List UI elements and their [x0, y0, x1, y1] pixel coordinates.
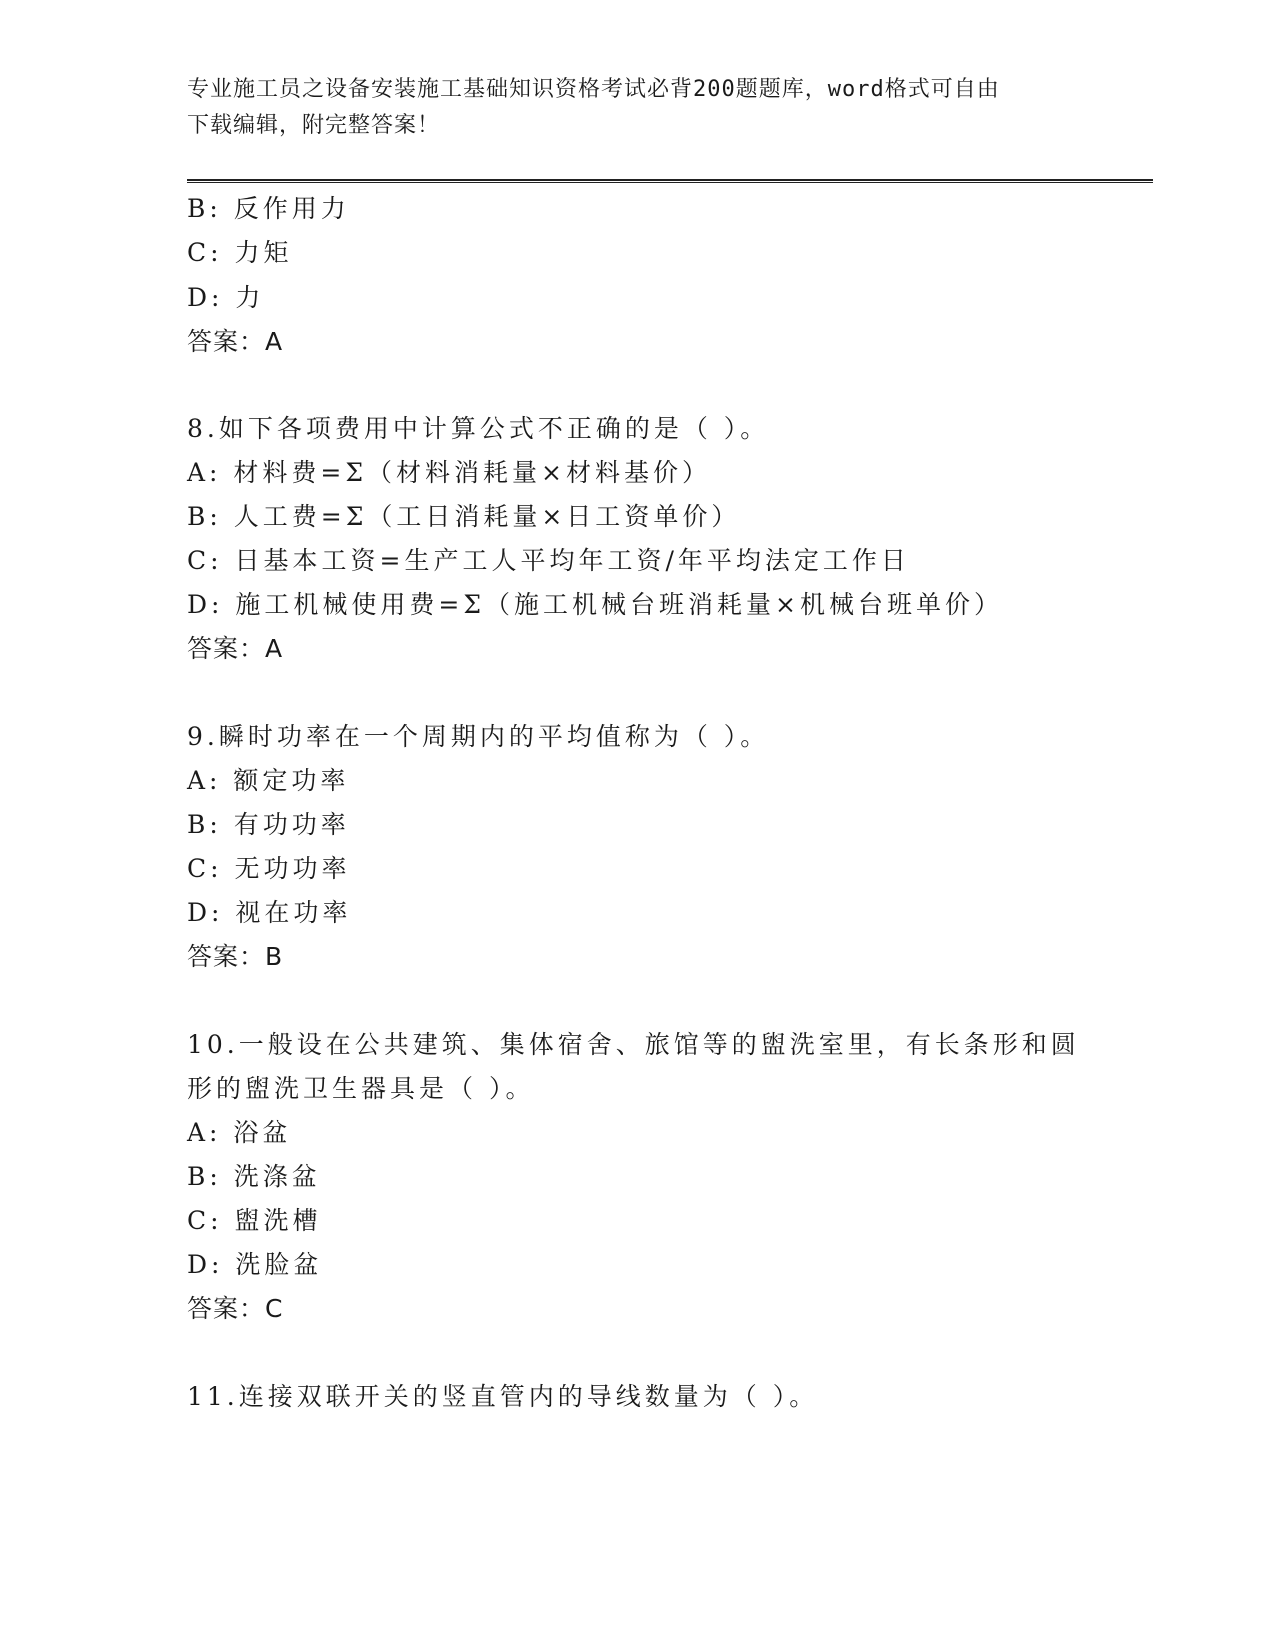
q10-question-line-2: 形的盥洗卫生器具是（ ）。 [187, 1074, 535, 1103]
header-title-line-2: 下载编辑，附完整答案！ [187, 113, 441, 138]
q10-option-c: C: 盥洗槽 [187, 1206, 322, 1235]
q7-option-d: D: 力 [187, 283, 265, 312]
q7-option-b: B: 反作用力 [187, 194, 350, 223]
q9-option-a: A: 额定功率 [187, 766, 350, 795]
q10-option-b: B: 洗涤盆 [187, 1162, 321, 1191]
q9-option-c: C: 无功功率 [187, 854, 351, 883]
q8-option-b: B: 人工费=Σ（工日消耗量×日工资单价） [187, 502, 741, 531]
q10-option-d: D: 洗脸盆 [187, 1250, 323, 1279]
q7-option-c: C: 力矩 [187, 238, 293, 267]
q10-question-line-1: 10.一般设在公共建筑、集体宿舍、旅馆等的盥洗室里，有长条形和圆 [187, 1030, 1080, 1059]
q10-option-a: A: 浴盆 [187, 1118, 292, 1147]
q8-option-a: A: 材料费=Σ（材料消耗量×材料基价） [187, 458, 711, 487]
q7-answer: 答案：A [187, 327, 284, 356]
q9-answer: 答案：B [187, 942, 284, 971]
q8-option-d: D: 施工机械使用费=Σ（施工机械台班消耗量×机械台班单价） [187, 590, 1003, 619]
header-divider [187, 179, 1153, 183]
page-header [187, 72, 1067, 144]
header-title-line-1: 专业施工员之设备安装施工基础知识资格考试必背200题题库，word格式可自由 [187, 77, 1000, 102]
q8-answer: 答案：A [187, 634, 284, 663]
q8-question: 8.如下各项费用中计算公式不正确的是（ ）。 [187, 414, 770, 443]
q9-option-d: D: 视在功率 [187, 898, 352, 927]
q10-answer: 答案：C [187, 1294, 284, 1323]
q9-option-b: B: 有功功率 [187, 810, 350, 839]
q8-option-c: C: 日基本工资=生产工人平均年工资/年平均法定工作日 [187, 546, 910, 575]
q11-question: 11.连接双联开关的竖直管内的导线数量为（ ）。 [187, 1382, 819, 1411]
q9-question: 9.瞬时功率在一个周期内的平均值称为（ ）。 [187, 722, 770, 751]
